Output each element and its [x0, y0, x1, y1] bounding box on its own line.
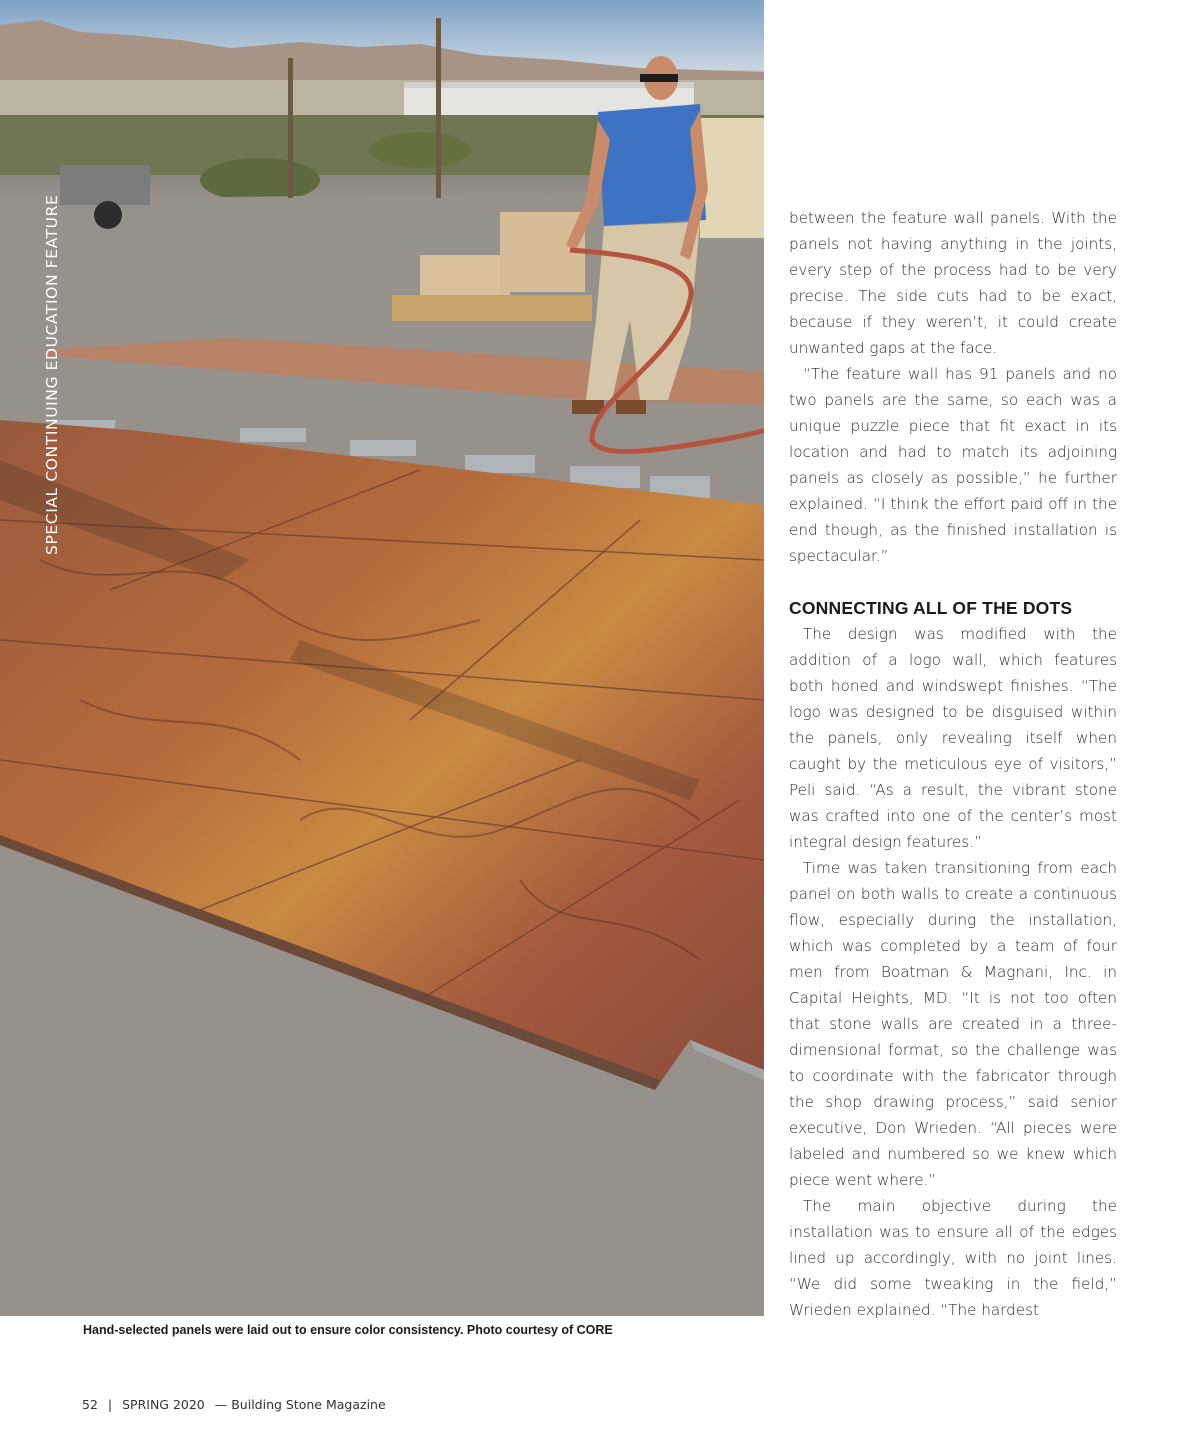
section-side-label: SPECIAL CONTINUING EDUCATION FEATURE [43, 194, 61, 555]
article-column [789, 205, 1117, 1323]
paragraph: The main objective during the installation was to ensure all of the edges lined up accordingly, with no joint lines. “We did some tweaking in the field,” Wrieden explained. “The hardest [789, 1197, 1117, 1319]
issue-label: SPRING 2020 [122, 1397, 205, 1412]
publication-name: — Building Stone Magazine [214, 1397, 386, 1412]
paragraph: Time was taken transitioning from each panel on both walls to create a continuous flow, especially during the installation, which was completed by a team of four men from Boatman & Magnani, Inc. in Capital Heights, MD. “It is not too often that stone walls are created in a three-dimensional format, so the challenge was to coordinate with the fabricator through the shop drawing process,” said senior executive, Don Wrieden. “All pieces were labeled and numbered so we knew which piece went where.” [789, 859, 1117, 1189]
page-number: 52 [82, 1397, 98, 1412]
page-footer [82, 1397, 392, 1412]
paragraph: between the feature wall panels. With the panels not having anything in the joints, every step of the process had to be very precise. The side cuts had to be exact, because if they weren’t, it could create unwanted gaps at the face. [789, 209, 1117, 357]
paragraph: The design was modified with the addition of a logo wall, which features both honed and windswept finishes. “The logo was designed to be disguised within the panels, only revealing itself when caught by the meticulous eye of visitors,” Peli said. “As a result, the vibrant stone was crafted into one of the center’s most integral design features.” [789, 625, 1117, 851]
paragraph: “The feature wall has 91 panels and no two panels are the same, so each was a unique puzzle piece that fit exact in its location and had to match its adjoining panels as closely as possible,” he further explained. “I think the effort paid off in the end though, as the finished installation is spectacular.” [789, 365, 1117, 565]
photo-caption: Hand-selected panels were laid out to ensure color consistency. Photo courtesy of CORE [83, 1323, 613, 1337]
section-heading: CONNECTING ALL OF THE DOTS [789, 598, 1073, 618]
footer-separator: | [107, 1397, 113, 1412]
